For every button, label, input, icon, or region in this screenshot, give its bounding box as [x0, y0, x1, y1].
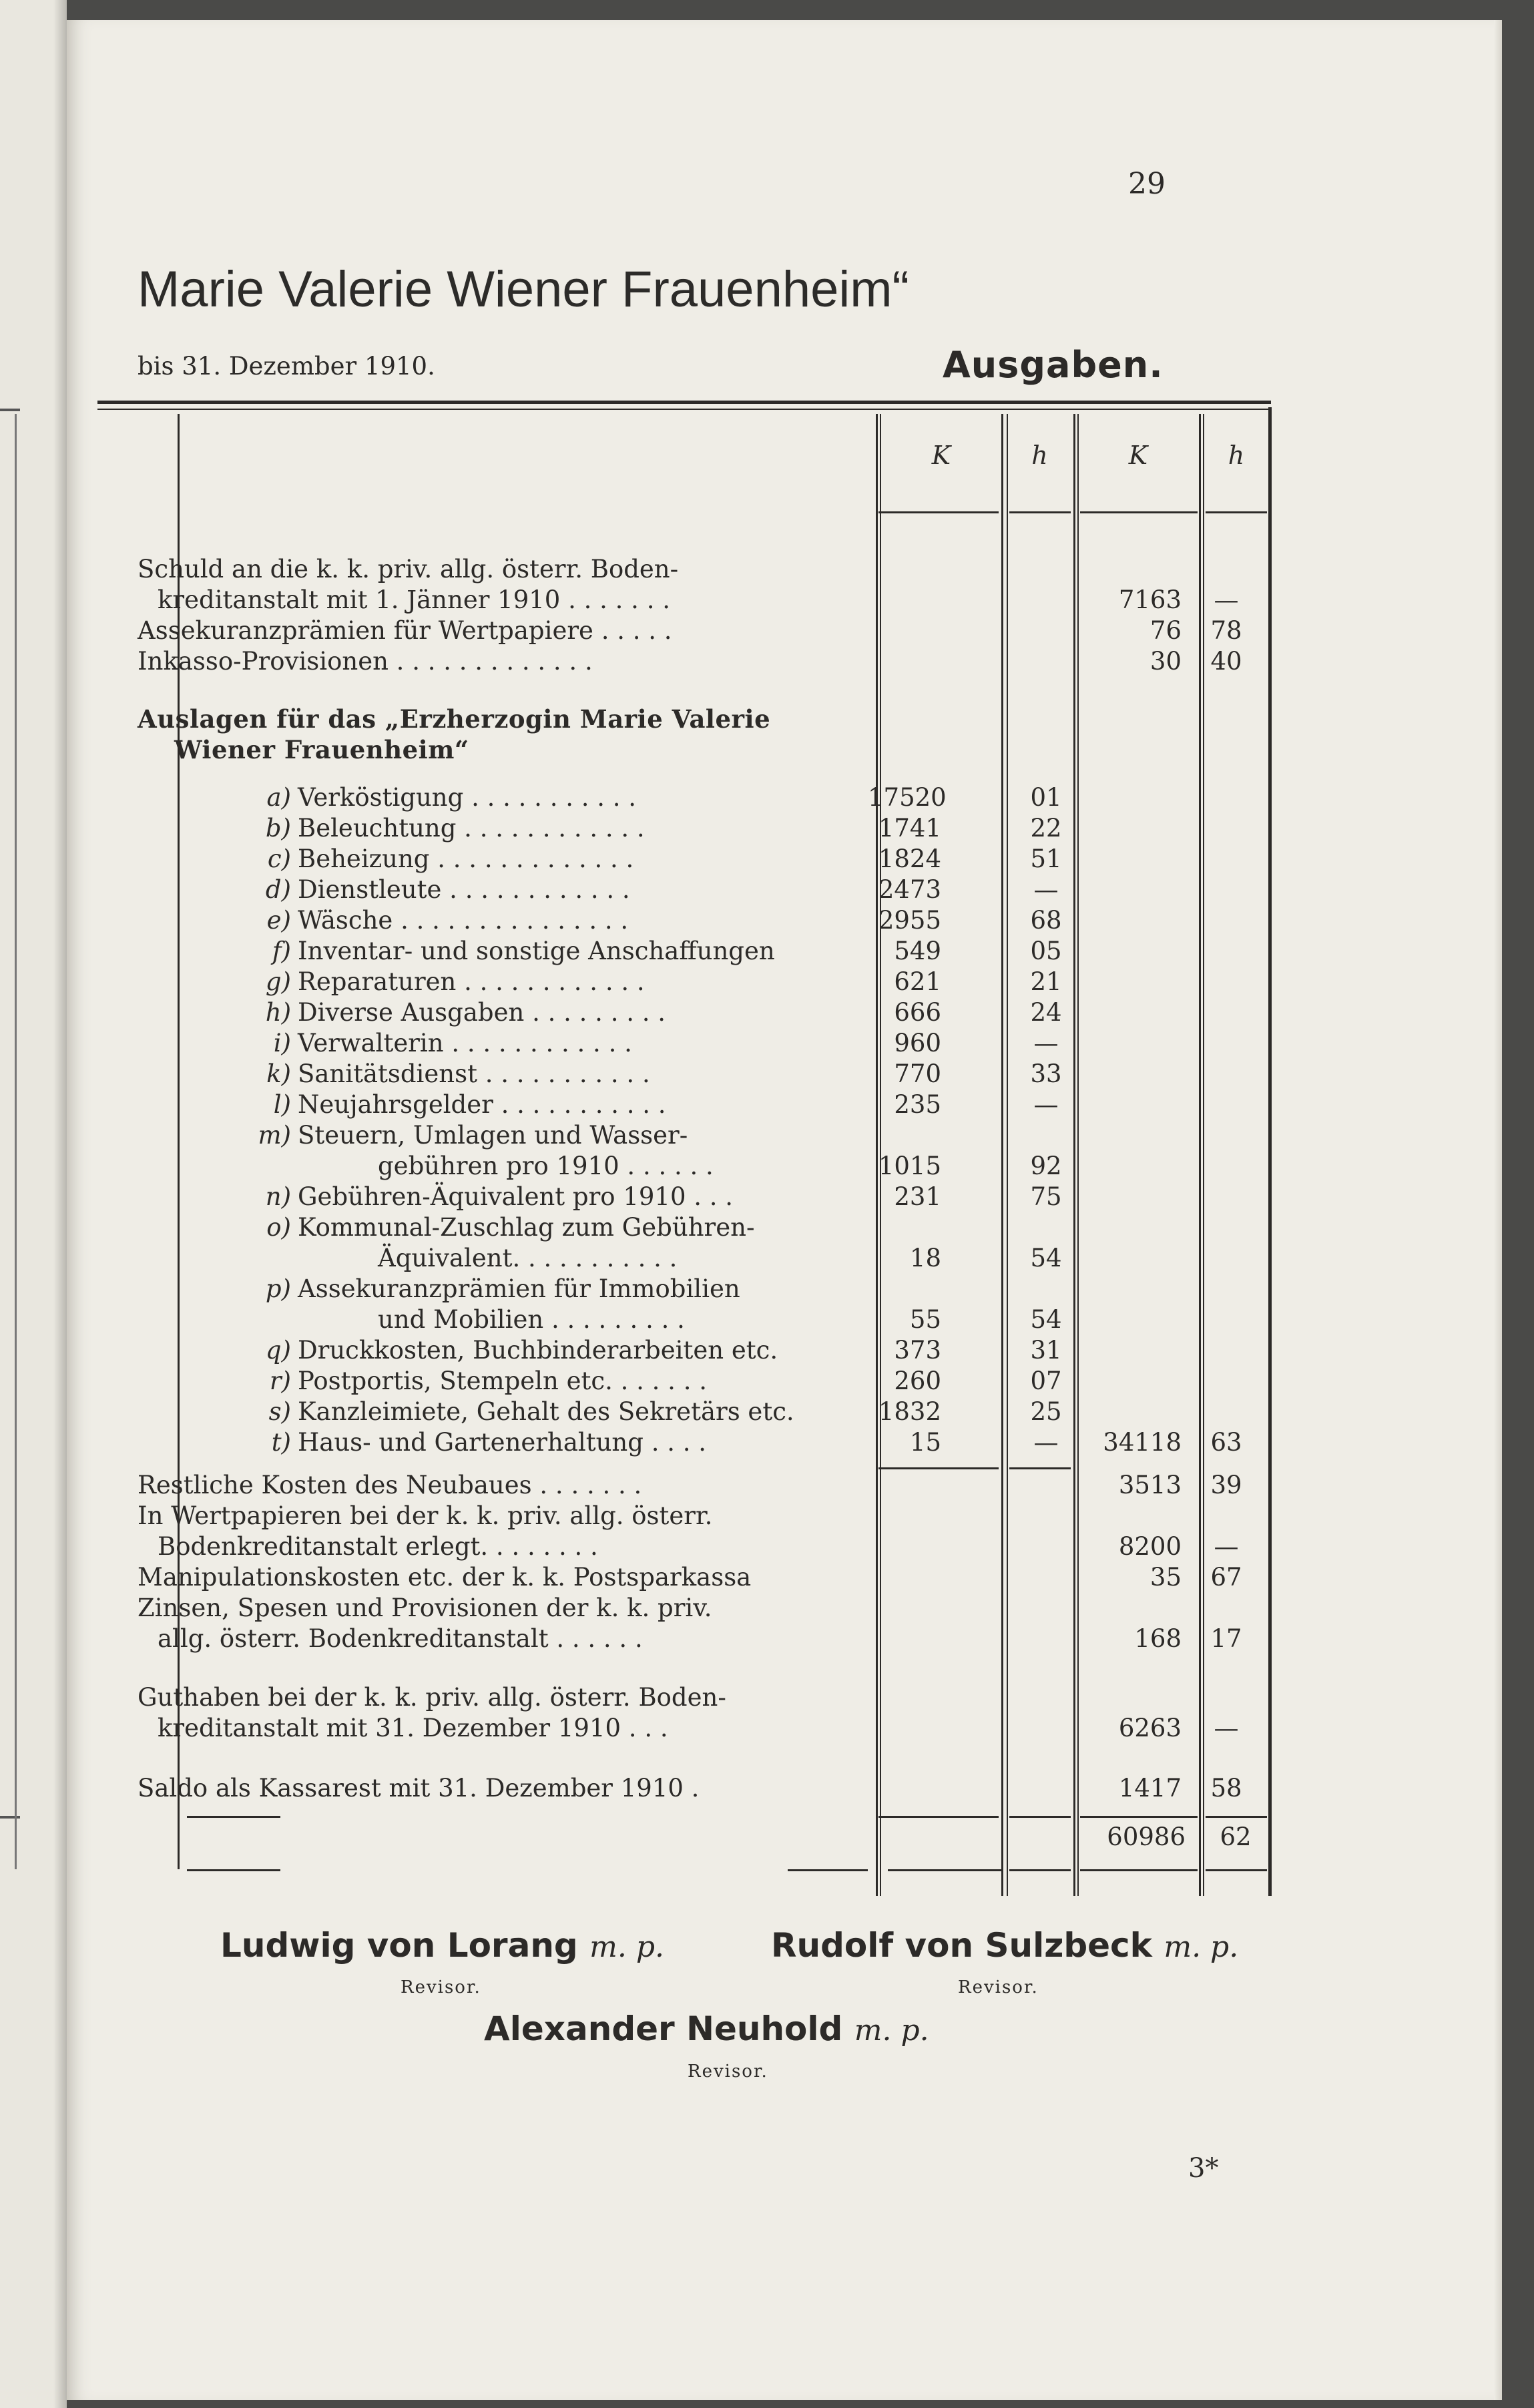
- ledger-row: [138, 1427, 1242, 1458]
- amount-h1: —: [1033, 1428, 1059, 1457]
- item-letter: l): [273, 1090, 291, 1119]
- ledger-row: [138, 1274, 1219, 1304]
- amount-k1: 1015: [878, 1152, 941, 1180]
- description-text: allg. österr. Bodenkreditanstalt . . . . . .: [158, 1624, 643, 1653]
- ledger-row: [138, 554, 1219, 585]
- ledger-row: [138, 844, 1219, 875]
- ledger-description: [251, 1427, 706, 1458]
- ledger-description: [158, 1531, 598, 1562]
- ledger-row: [138, 646, 1242, 677]
- ledger-description: [251, 813, 645, 844]
- signature-suffix: m. p.: [854, 2013, 929, 2048]
- description-text: Äquivalent. . . . . . . . . . .: [378, 1244, 678, 1272]
- item-letter: m): [258, 1121, 291, 1150]
- ledger-description: [251, 936, 775, 967]
- ledger-row: [138, 1470, 1242, 1501]
- ledger-row: [138, 1713, 1239, 1744]
- ledger-row: [138, 1090, 1219, 1120]
- facing-page-edge: [0, 0, 67, 2408]
- description-text: Assekuranzprämien für Wertpapiere . . . . .: [138, 616, 672, 645]
- column-header-k2: K: [1128, 441, 1148, 470]
- item-letter: e): [266, 906, 291, 935]
- facing-page-rule: [0, 1816, 20, 1819]
- ledger-description: [251, 844, 633, 875]
- ledger-description: [251, 1182, 733, 1212]
- signature-role: Revisor.: [688, 2062, 768, 2082]
- description-text: Schuld an die k. k. priv. allg. österr. Boden-: [138, 555, 679, 583]
- description-text: Druckkosten, Buchbinderarbeiten etc.: [298, 1336, 778, 1365]
- item-letter: k): [266, 1059, 291, 1088]
- ledger-row: [138, 1531, 1239, 1562]
- description-text: Saldo als Kassarest mit 31. Dezember 1910 .: [138, 1774, 700, 1802]
- total-rule: [1206, 1816, 1267, 1818]
- amount-k2: 76: [1149, 616, 1182, 645]
- closing-rule: [1009, 1869, 1071, 1871]
- facing-page-rule: [0, 409, 20, 411]
- ledger-description: [251, 1335, 778, 1366]
- ledger-row: [138, 1501, 1219, 1531]
- header-underline: [1206, 511, 1267, 513]
- ledger-description: [138, 1593, 712, 1624]
- amount-k1: 17520: [868, 783, 947, 812]
- ledger-description: [138, 616, 672, 646]
- ledger-description: [138, 704, 770, 734]
- ledger-description: [378, 1304, 685, 1335]
- ledger-description: [138, 554, 678, 585]
- ledger-row: [138, 1151, 1219, 1182]
- description-text: Wäsche . . . . . . . . . . . . . . .: [298, 906, 629, 935]
- page-gutter-shadow: [53, 0, 67, 2408]
- description-text: kreditanstalt mit 31. Dezember 1910 . . .: [158, 1714, 668, 1742]
- item-letter: t): [271, 1428, 291, 1457]
- amount-h1: 21: [1030, 967, 1062, 996]
- ledger-row: [138, 1059, 1219, 1090]
- item-letter: r): [269, 1367, 291, 1395]
- item-letter: f): [272, 937, 291, 965]
- ledger-description: [138, 1501, 712, 1531]
- closing-rule: [1206, 1869, 1267, 1871]
- signature-sulzbeck: [771, 1926, 1238, 1965]
- amount-h1: 01: [1030, 783, 1062, 812]
- amount-h1: 31: [1030, 1336, 1062, 1365]
- description-text: gebühren pro 1910 . . . . . .: [378, 1152, 714, 1180]
- column-header-k1: K: [931, 441, 951, 470]
- amount-k2: 35: [1149, 1563, 1182, 1592]
- signature-name: Alexander Neuhold: [484, 2009, 843, 2048]
- signature-name: Rudolf von Sulzbeck: [771, 1926, 1152, 1965]
- amount-h1: —: [1033, 1029, 1059, 1057]
- amount-k1: 2473: [878, 875, 941, 904]
- period-subtitle: bis 31. Dezember 1910.: [138, 352, 435, 381]
- total-rule: [1080, 1816, 1198, 1818]
- ledger-row: [138, 704, 1219, 734]
- grand-total-h: 62: [1220, 1823, 1252, 1851]
- amount-k2: 30: [1149, 647, 1182, 676]
- description-text: Reparaturen . . . . . . . . . . . .: [298, 967, 645, 996]
- amount-k1: 770: [894, 1059, 941, 1088]
- amount-h2: 17: [1210, 1624, 1242, 1653]
- subtotal-rule: [878, 1467, 999, 1469]
- ledger-row: [138, 1182, 1219, 1212]
- header-underline: [878, 511, 999, 513]
- description-text: Beheizung . . . . . . . . . . . . .: [298, 845, 634, 873]
- total-rule: [1009, 1816, 1071, 1818]
- amount-k1: 549: [894, 937, 941, 965]
- signature-suffix: m. p.: [1164, 1930, 1239, 1964]
- ledger-description: [251, 967, 645, 997]
- description-text: Haus- und Gartenerhaltung . . . .: [298, 1428, 707, 1457]
- amount-h1: 68: [1030, 906, 1062, 935]
- description-text: Dienstleute . . . . . . . . . . . .: [298, 875, 630, 904]
- amount-k1: 231: [894, 1182, 941, 1211]
- description-text: Verwalterin . . . . . . . . . . . .: [298, 1029, 632, 1057]
- amount-k2: 3513: [1118, 1471, 1182, 1499]
- ledger-description: [138, 1470, 642, 1501]
- ledger-description: [138, 1773, 699, 1804]
- amount-h1: 22: [1030, 814, 1062, 842]
- ledger-description: [138, 646, 593, 677]
- description-text: und Mobilien . . . . . . . . .: [378, 1305, 685, 1334]
- signature-neuhold: [484, 2009, 929, 2048]
- item-letter: g): [265, 967, 291, 996]
- amount-k1: 960: [894, 1029, 941, 1057]
- ledger-description: [158, 1713, 668, 1744]
- amount-h1: 33: [1030, 1059, 1062, 1088]
- amount-k1: 1741: [878, 814, 941, 842]
- ledger-row: [138, 1624, 1242, 1654]
- ledger-description: [251, 1120, 688, 1151]
- ledger-row: [138, 1562, 1242, 1593]
- closing-rule: [888, 1869, 1001, 1871]
- description-text: Neujahrsgelder . . . . . . . . . . .: [298, 1090, 666, 1119]
- amount-h2: 58: [1210, 1774, 1242, 1802]
- description-text: Inventar- und sonstige Anschaffungen: [298, 937, 775, 965]
- description-text: Assekuranzprämien für Immobilien: [298, 1274, 740, 1303]
- amount-k1: 55: [909, 1305, 941, 1334]
- ledger-description: [251, 1212, 754, 1243]
- ledger-description: [251, 1090, 666, 1120]
- ledger-description: [138, 1682, 726, 1713]
- column-header-h2: h: [1228, 441, 1245, 470]
- page-number: 29: [1128, 167, 1166, 201]
- amount-h2: 67: [1210, 1563, 1242, 1592]
- signature-name: Ludwig von Lorang: [220, 1926, 578, 1965]
- description-text: Verköstigung . . . . . . . . . . .: [298, 783, 637, 812]
- description-text: Wiener Frauenheim“: [174, 735, 469, 764]
- item-letter: o): [266, 1213, 291, 1242]
- description-text: Bodenkreditanstalt erlegt. . . . . . . .: [158, 1532, 598, 1561]
- ledger-row: [138, 1304, 1219, 1335]
- amount-k1: 373: [894, 1336, 941, 1365]
- amount-k2: 6263: [1118, 1714, 1182, 1742]
- amount-k1: 621: [894, 967, 941, 996]
- signature-role: Revisor.: [958, 1977, 1039, 1997]
- amount-h1: 05: [1030, 937, 1062, 965]
- ledger-description: [251, 1028, 632, 1059]
- item-letter: i): [273, 1029, 291, 1057]
- ledger-row: [138, 1028, 1219, 1059]
- total-rule: [878, 1816, 999, 1818]
- amount-k1: 18: [909, 1244, 941, 1272]
- ledger-row: [138, 1212, 1219, 1243]
- ledger-row: [138, 1120, 1219, 1151]
- ledger-description: [378, 1243, 677, 1274]
- amount-k2: 34118: [1103, 1428, 1182, 1457]
- description-text: Steuern, Umlagen und Wasser-: [298, 1121, 688, 1150]
- ledger-description: [251, 782, 636, 813]
- signature-lorang: [220, 1926, 664, 1965]
- header-rule: [97, 401, 1271, 404]
- amount-h1: 75: [1030, 1182, 1062, 1211]
- item-letter: n): [265, 1182, 291, 1211]
- description-text: Zinsen, Spesen und Provisionen der k. k. priv.: [138, 1594, 712, 1622]
- amount-k1: 235: [894, 1090, 941, 1119]
- description-text: Gebühren-Äquivalent pro 1910 . . .: [298, 1182, 734, 1211]
- amount-k1: 2955: [878, 906, 941, 935]
- amount-h1: —: [1033, 1090, 1059, 1119]
- amount-h2: 63: [1210, 1428, 1242, 1457]
- ledger-row: [138, 585, 1239, 616]
- ledger-row: [138, 1593, 1219, 1624]
- amount-h1: 25: [1030, 1397, 1062, 1426]
- ledger-row: [138, 734, 1219, 765]
- ledger-description: [251, 1274, 740, 1304]
- description-text: Inkasso-Provisionen . . . . . . . . . . . . .: [138, 647, 593, 676]
- column-header-h1: h: [1031, 441, 1048, 470]
- grand-total-k: 60986: [1107, 1823, 1186, 1851]
- page-edge: [1494, 20, 1502, 2400]
- amount-k1: 260: [894, 1367, 941, 1395]
- header-underline: [1009, 511, 1071, 513]
- ledger-row: [138, 782, 1219, 813]
- amount-h2: 78: [1210, 616, 1242, 645]
- amount-h2: —: [1214, 1714, 1239, 1742]
- ledger-description: [251, 875, 630, 905]
- ledger-row: [138, 813, 1219, 844]
- header-underline: [1080, 511, 1198, 513]
- amount-k2: 8200: [1118, 1532, 1182, 1561]
- item-letter: q): [265, 1336, 291, 1365]
- item-letter: d): [265, 875, 291, 904]
- item-letter: s): [268, 1397, 291, 1426]
- amount-k2: 1417: [1118, 1774, 1182, 1802]
- amount-k2: 7163: [1118, 585, 1182, 614]
- amount-h1: 92: [1030, 1152, 1062, 1180]
- signature-suffix: m. p.: [589, 1930, 664, 1964]
- ledger-row: [138, 1243, 1219, 1274]
- ledger-description: [378, 1151, 714, 1182]
- total-rule: [187, 1816, 280, 1818]
- printer-signature-mark: 3*: [1188, 2153, 1219, 2184]
- item-letter: c): [267, 845, 291, 873]
- facing-page-column-line: [15, 414, 17, 1869]
- item-letter: b): [265, 814, 291, 842]
- ledger-row: [138, 1335, 1219, 1366]
- signature-role: Revisor.: [401, 1977, 481, 1997]
- ledger-row: [138, 1397, 1219, 1427]
- ledger-description: [138, 1562, 751, 1593]
- ledger-row: [138, 875, 1219, 905]
- description-text: Diverse Ausgaben . . . . . . . . .: [298, 998, 666, 1027]
- ledger-row: [138, 616, 1242, 646]
- ledger-description: [158, 585, 670, 616]
- amount-k1: 15: [909, 1428, 941, 1457]
- header-rule-thin: [97, 409, 1271, 410]
- description-text: Sanitätsdienst . . . . . . . . . . .: [298, 1059, 650, 1088]
- document-title: Marie Valerie Wiener Frauenheim“: [138, 261, 909, 318]
- ledger-description: [251, 997, 666, 1028]
- ledger-row: [138, 967, 1219, 997]
- ledger-description: [174, 734, 469, 765]
- ledger-row: [138, 936, 1219, 967]
- ledger-description: [251, 1397, 794, 1427]
- amount-h2: —: [1214, 585, 1239, 614]
- ledger-description: [251, 1059, 650, 1090]
- ledger-row: [138, 1366, 1219, 1397]
- amount-h1: 54: [1030, 1305, 1062, 1334]
- amount-h2: —: [1214, 1532, 1239, 1561]
- table-right-border: [1268, 407, 1272, 1896]
- amount-h2: 39: [1210, 1471, 1242, 1499]
- closing-rule: [187, 1869, 280, 1871]
- description-text: Auslagen für das „Erzherzogin Marie Valerie: [138, 704, 771, 734]
- ledger-description: [158, 1624, 643, 1654]
- closing-rule: [1080, 1869, 1198, 1871]
- amount-k1: 666: [894, 998, 941, 1027]
- section-heading: Ausgaben.: [943, 344, 1164, 386]
- description-text: Manipulationskosten etc. der k. k. Postsparkassa: [138, 1563, 752, 1592]
- item-letter: a): [266, 783, 291, 812]
- amount-k1: 1832: [878, 1397, 941, 1426]
- description-text: Kanzleimiete, Gehalt des Sekretärs etc.: [298, 1397, 794, 1426]
- amount-h2: 40: [1210, 647, 1242, 676]
- amount-k2: 168: [1134, 1624, 1182, 1653]
- ledger-row: [138, 1773, 1242, 1804]
- ledger-row: [138, 1682, 1219, 1713]
- amount-h1: —: [1033, 875, 1059, 904]
- description-text: Kommunal-Zuschlag zum Gebühren-: [298, 1213, 755, 1242]
- ledger-description: [251, 1366, 707, 1397]
- description-text: Guthaben bei der k. k. priv. allg. österr. Boden-: [138, 1683, 726, 1712]
- amount-h1: 54: [1030, 1244, 1062, 1272]
- ledger-row: [138, 905, 1219, 936]
- amount-k1: 1824: [878, 845, 941, 873]
- description-text: In Wertpapieren bei der k. k. priv. allg. österr.: [138, 1501, 713, 1530]
- amount-h1: 51: [1030, 845, 1062, 873]
- description-text: Postportis, Stempeln etc. . . . . . .: [298, 1367, 707, 1395]
- closing-rule: [788, 1869, 868, 1871]
- description-text: Beleuchtung . . . . . . . . . . . .: [298, 814, 645, 842]
- description-text: Restliche Kosten des Neubaues . . . . . . .: [138, 1471, 642, 1499]
- ledger-row: [138, 997, 1219, 1028]
- ledger-description: [251, 905, 628, 936]
- item-letter: h): [265, 998, 291, 1027]
- amount-h1: 24: [1030, 998, 1062, 1027]
- item-letter: p): [265, 1274, 291, 1303]
- amount-h1: 07: [1030, 1367, 1062, 1395]
- subtotal-rule: [1009, 1467, 1071, 1469]
- description-text: kreditanstalt mit 1. Jänner 1910 . . . . . . .: [158, 585, 670, 614]
